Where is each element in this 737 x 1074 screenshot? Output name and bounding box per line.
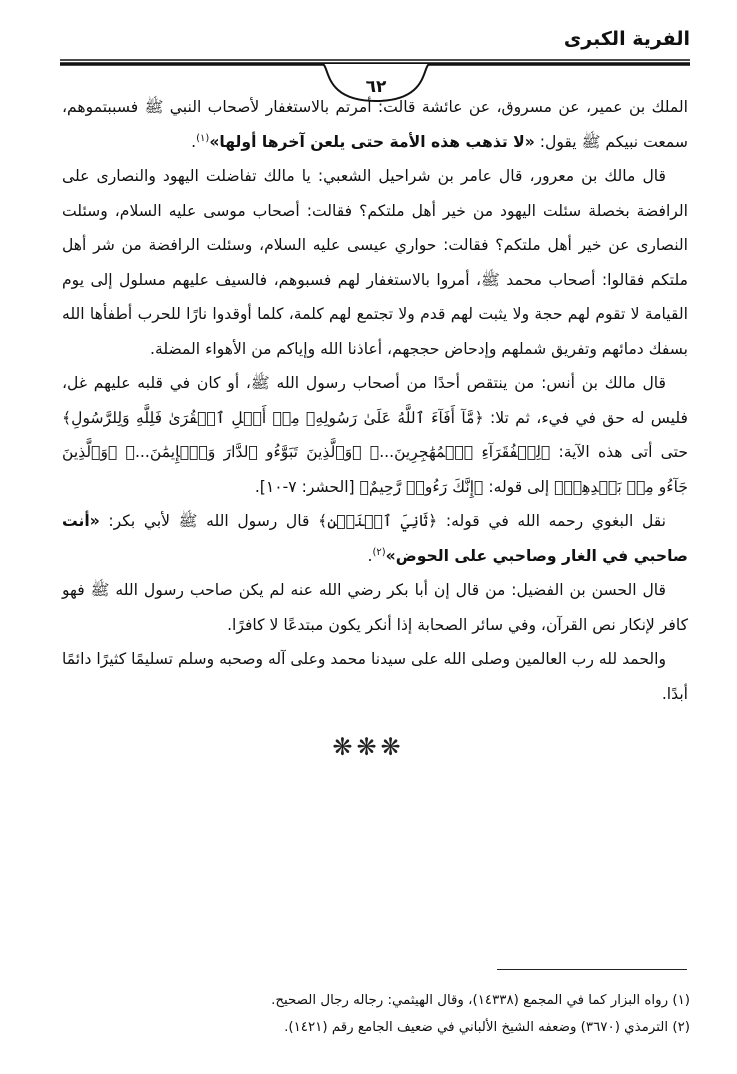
quran-verse: ﴿ثَانِيَ ٱثۡنَيۡنِ﴾ xyxy=(318,512,438,530)
footnote-separator xyxy=(497,969,687,970)
main-text xyxy=(62,90,688,711)
text-run: [الحشر: ٧-١٠]. xyxy=(254,477,360,496)
text-run: إلى قوله: xyxy=(483,477,555,496)
text-run: حتى أتى هذه الآية: xyxy=(550,443,688,461)
text-run: والحمد لله رب العالمين وصلى الله على سيدنا محمد وعلى آله وصحبه وسلم تسليمًا كثيرًا دائمًا أبدًا. xyxy=(62,650,688,703)
paragraph xyxy=(62,642,688,711)
quran-verse: ﴿لِلۡفُقَرَآءِ ٱلۡمُهَٰجِرِينَ...﴾ ﴿وَٱلَّذِينَ تَبَوَّءُو ٱلدَّارَ وَٱلۡإِيمَٰنَ...﴾ ﴿وَٱلَّذِينَ جَآءُو مِنۢ بَعۡدِهِمۡ﴾ xyxy=(62,443,688,496)
footnote-1: (١) رواه البزار كما في المجمع (١٤٣٣٨)، وقال الهيثمي: رجاله رجال الصحيح. xyxy=(271,993,690,1008)
text-run: قال مالك بن أنس: من ينتقص أحدًا من أصحاب رسول الله ﷺ، أو كان في قلبه عليهم غل، فليس له حق في فيء، ثم تلا: xyxy=(62,374,688,427)
footnote-2: (٢) الترمذي (٣٦٧٠) وضعفه الشيخ الألباني في ضعيف الجامع رقم (١٤٢١). xyxy=(284,1020,690,1035)
text-run: قال الحسن بن الفضيل: من قال إن أبا بكر رضي الله عنه لم يكن صاحب رسول الله ﷺ فهو كافر لإنكار نص القرآن، وفي سائر الصحابة إذا أنكر يكون مبتدعًا لا كافرًا. xyxy=(62,581,688,634)
hadith-quote: «أنت صاحبي في الغار وصاحبي على الحوض» xyxy=(62,512,688,565)
section-end-ornament: ❋❋❋ xyxy=(332,733,405,761)
text-run: قال مالك بن معرور، قال عامر بن شراحيل الشعبي: يا مالك تفاضلت اليهود والنصارى على الرافضة بخصلة سئلت اليهود من خير أهل ملتكم؟ فقالت: أصحاب موسى عليه السلام، وسئلت النصارى عن خير أهل ملتكم؟ فقالت: حواري عيسى عليه السلام، وسئلت الرافضة من شر أهل ملتكم فقالوا: أصحاب محمد ﷺ، أمروا بالاستغفار لهم فسبوهم، فالسيف عليهم مسلول إلى يوم القيامة لا تقوم لهم حجة ولا يثبت لهم قدم ولا تجتمع لهم كلمة، كلما أوقدوا نارًا للحرب أطفأها الله بسفك دمائهم وتفريق شملهم وإدحاض حججهم، أعاذنا الله وإياكم من الأهواء المضلة. xyxy=(62,167,688,358)
text-run: نقل البغوي رحمه الله في قوله: xyxy=(437,512,666,530)
text-run: الملك بن عمير، عن مسروق، عن عائشة قالت: أمرتم بالاستغفار لأصحاب النبي ﷺ فسببتموهم، سمعت نبيكم ﷺ يقول: xyxy=(62,98,688,151)
text-run: . xyxy=(367,546,373,565)
paragraph xyxy=(62,90,688,159)
footnote-marker: (٢) xyxy=(372,546,386,558)
text-run: . xyxy=(191,132,197,151)
running-title: الفرية الكبرى xyxy=(563,28,690,50)
paragraph xyxy=(62,159,688,366)
paragraph xyxy=(62,573,688,642)
page-header xyxy=(60,28,690,98)
quran-verse: ﴿مَّآ أَفَآءَ ٱللَّهُ عَلَىٰ رَسُولِهِۦ مِنۡ أَهۡلِ ٱلۡقُرَىٰ فَلِلَّهِ وَلِلرَّسُولِ﴾ xyxy=(62,408,484,427)
paragraph xyxy=(62,504,688,573)
text-run: قال رسول الله ﷺ لأبي بكر: xyxy=(99,512,319,530)
page-number: ٦٢ xyxy=(365,77,387,97)
hadith-quote: «لا تذهب هذه الأمة حتى يلعن آخرها أولها» xyxy=(209,132,535,151)
footnote-marker: (١) xyxy=(196,132,210,144)
quran-verse: ﴿إِنَّكَ رَءُوفٞ رَّحِيمٌ﴾ xyxy=(359,477,484,496)
footnotes xyxy=(100,987,690,1041)
paragraph xyxy=(62,366,688,504)
